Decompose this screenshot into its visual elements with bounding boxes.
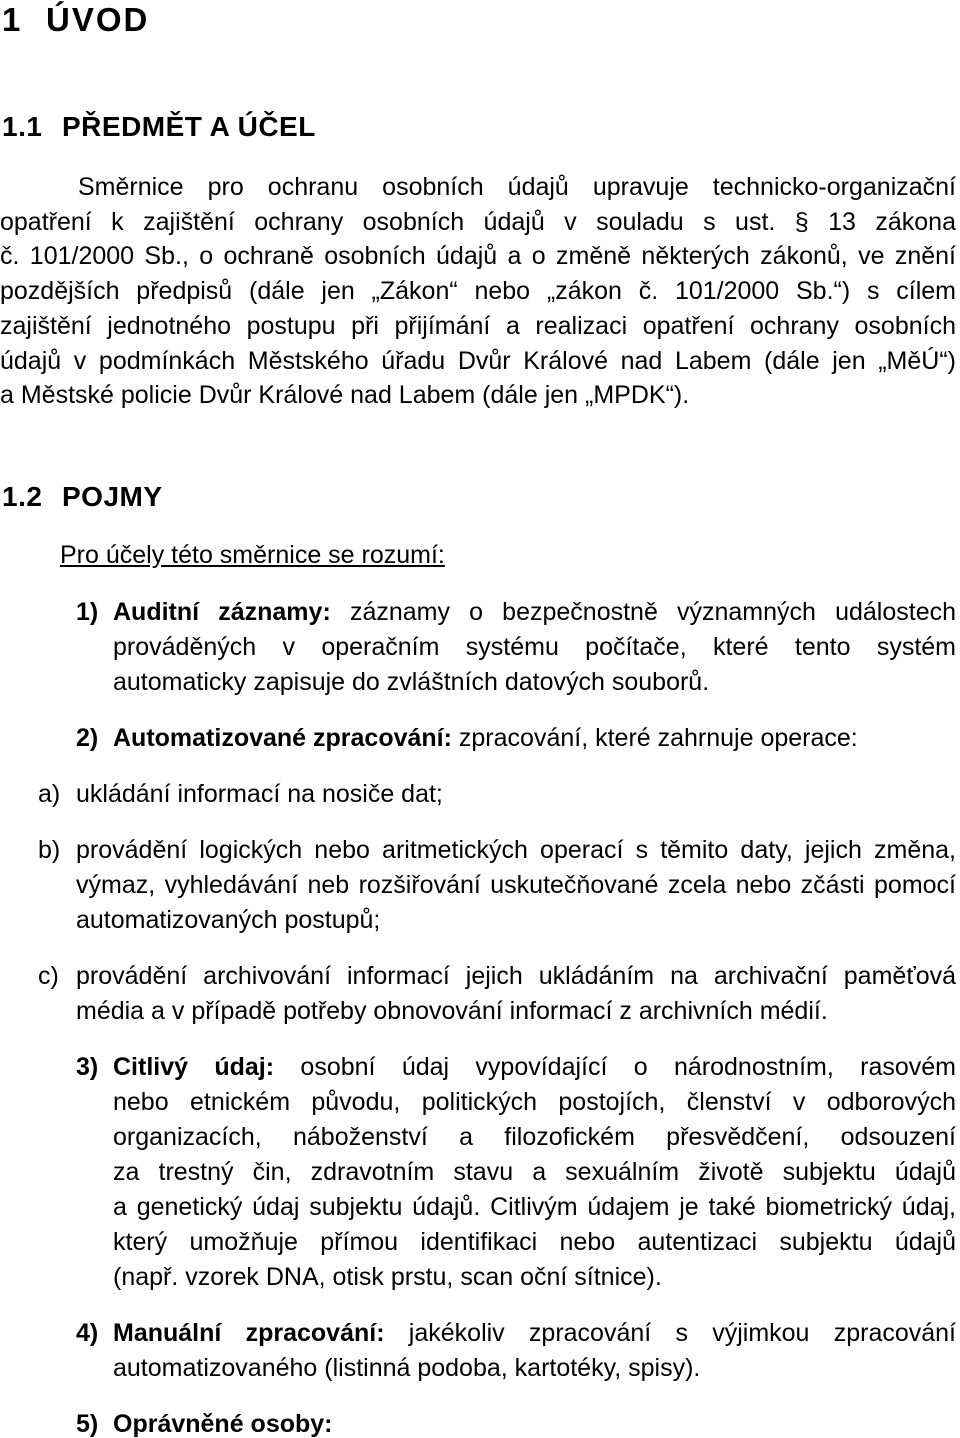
definition-text: zpracování, které zahrnuje operace: (458, 723, 858, 752)
sub-item-line: automatizovaných postupů; (76, 905, 381, 934)
definition-line: a genetický údaj subjektu údajů. Citlivým údajem je také biometrický údaj, (113, 1192, 956, 1221)
paragraph-line: údajů v podmínkách Městského úřadu Dvůr Králové nad Labem (dále jen „MěÚ“) (0, 346, 956, 375)
sub-item-body (76, 833, 956, 938)
paragraph-line: a Městské policie Dvůr Králové nad Labem (dále jen „MPDK“). (0, 381, 690, 410)
sub-item (38, 777, 956, 812)
definition-text: osobní údaj vypovídající o národnostním, rasovém (300, 1052, 956, 1081)
definition-line (113, 1050, 956, 1085)
definition-term: Automatizované zpracování: (113, 723, 452, 752)
item-number: 3) (76, 1052, 99, 1081)
subsection-number: 1.2 (2, 481, 43, 512)
subsection-number: 1.1 (2, 111, 43, 142)
item-number: 4) (76, 1318, 99, 1347)
definition-line: nebo etnickém původu, politických postojích, členství v odborových (113, 1087, 956, 1116)
item-number: 1) (76, 597, 99, 626)
subsection-title: POJMY (62, 481, 163, 512)
sub-item-body (76, 959, 956, 1029)
definition-item (76, 1316, 956, 1386)
paragraph-line: opatření k zajištění ochrany osobních údajů v souladu s ust. § 13 zákona (0, 207, 956, 236)
definition-body (113, 595, 956, 700)
sub-item-line: provádění logických nebo aritmetických operací s těmito daty, jejich změna, (76, 835, 956, 864)
definition-item (76, 721, 956, 756)
definition-line (113, 1411, 956, 1438)
paragraph-line: pozdějších předpisů (dále jen „Zákon“ nebo „zákon č. 101/2000 Sb.“) s cílem (0, 277, 956, 306)
sub-item-line: ukládání informací na nosiče dat; (76, 779, 443, 808)
definition-body (113, 1411, 956, 1438)
paragraph-line: č. 101/2000 Sb., o ochraně osobních údajů a o změně některých zákonů, ve znění (0, 242, 956, 271)
definition-body (113, 1316, 956, 1386)
definition-line: za trestný čin, zdravotním stavu a sexuálním životě subjektu údajů (113, 1157, 956, 1186)
sub-item-body (76, 777, 956, 812)
definition-item (76, 1050, 956, 1295)
definition-line (113, 595, 956, 630)
definition-term: Auditní záznamy: (113, 597, 331, 626)
definition-line: organizacích, náboženství a filozofickém přesvědčení, odsouzení (113, 1122, 956, 1151)
item-number: 2) (76, 723, 99, 752)
item-number: 5) (76, 1409, 99, 1438)
definition-line: prováděných v operačním systému počítače, které tento systém (113, 632, 956, 661)
sub-item (38, 833, 956, 938)
sub-item-letter: b) (38, 835, 61, 864)
sub-item-letter: c) (38, 961, 59, 990)
definition-body (113, 1050, 956, 1295)
definition-item (76, 1411, 956, 1438)
definition-line (113, 1316, 956, 1351)
definition-term: Citlivý údaj: (113, 1052, 275, 1081)
definition-term: Oprávněné osoby: (113, 1409, 333, 1438)
paragraph-line: Směrnice pro ochranu osobních údajů upravuje technicko-organizační (78, 173, 956, 201)
sub-item-letter: a) (38, 779, 61, 808)
definition-line: (např. vzorek DNA, otisk prstu, scan oční sítnice). (113, 1262, 662, 1291)
definitions-intro: Pro účely této směrnice se rozumí: (60, 540, 445, 569)
definition-line: který umožňuje přímou identifikaci nebo autentizaci subjektu údajů (113, 1227, 956, 1256)
purpose-paragraph (0, 170, 956, 413)
definition-line: automaticky zapisuje do zvláštních datových souborů. (113, 667, 710, 696)
subsection-title: PŘEDMĚT A ÚČEL (62, 111, 316, 142)
definition-term: Manuální zpracování: (113, 1318, 385, 1347)
paragraph-line: zajištění jednotného postupu při přijímání a realizaci opatření ochrany osobních (0, 311, 956, 340)
definition-text: záznamy o bezpečnostně významných událostech (349, 597, 957, 626)
subsection-heading-terms (2, 477, 163, 517)
sub-item-line: média a v případě potřeby obnovování informací z archivních médií. (76, 996, 828, 1025)
definition-body (113, 721, 956, 756)
definition-line: automatizovaného (listinná podoba, kartotéky, spisy). (113, 1353, 701, 1382)
sub-item-line: výmaz, vyhledávání neb rozšiřování uskutečňované zcela nebo zčásti pomocí (76, 870, 956, 899)
definition-item (76, 595, 956, 700)
section-number: 1 (2, 1, 23, 38)
section-heading (2, 0, 149, 40)
definition-text: jakékoliv zpracování s výjimkou zpracování (408, 1318, 957, 1347)
section-title: ÚVOD (46, 1, 150, 38)
sub-item (38, 959, 956, 1029)
subsection-heading-purpose (2, 107, 316, 147)
definition-line (113, 721, 956, 756)
sub-item-line: provádění archivování informací jejich ukládáním na archivační paměťová (76, 961, 956, 990)
